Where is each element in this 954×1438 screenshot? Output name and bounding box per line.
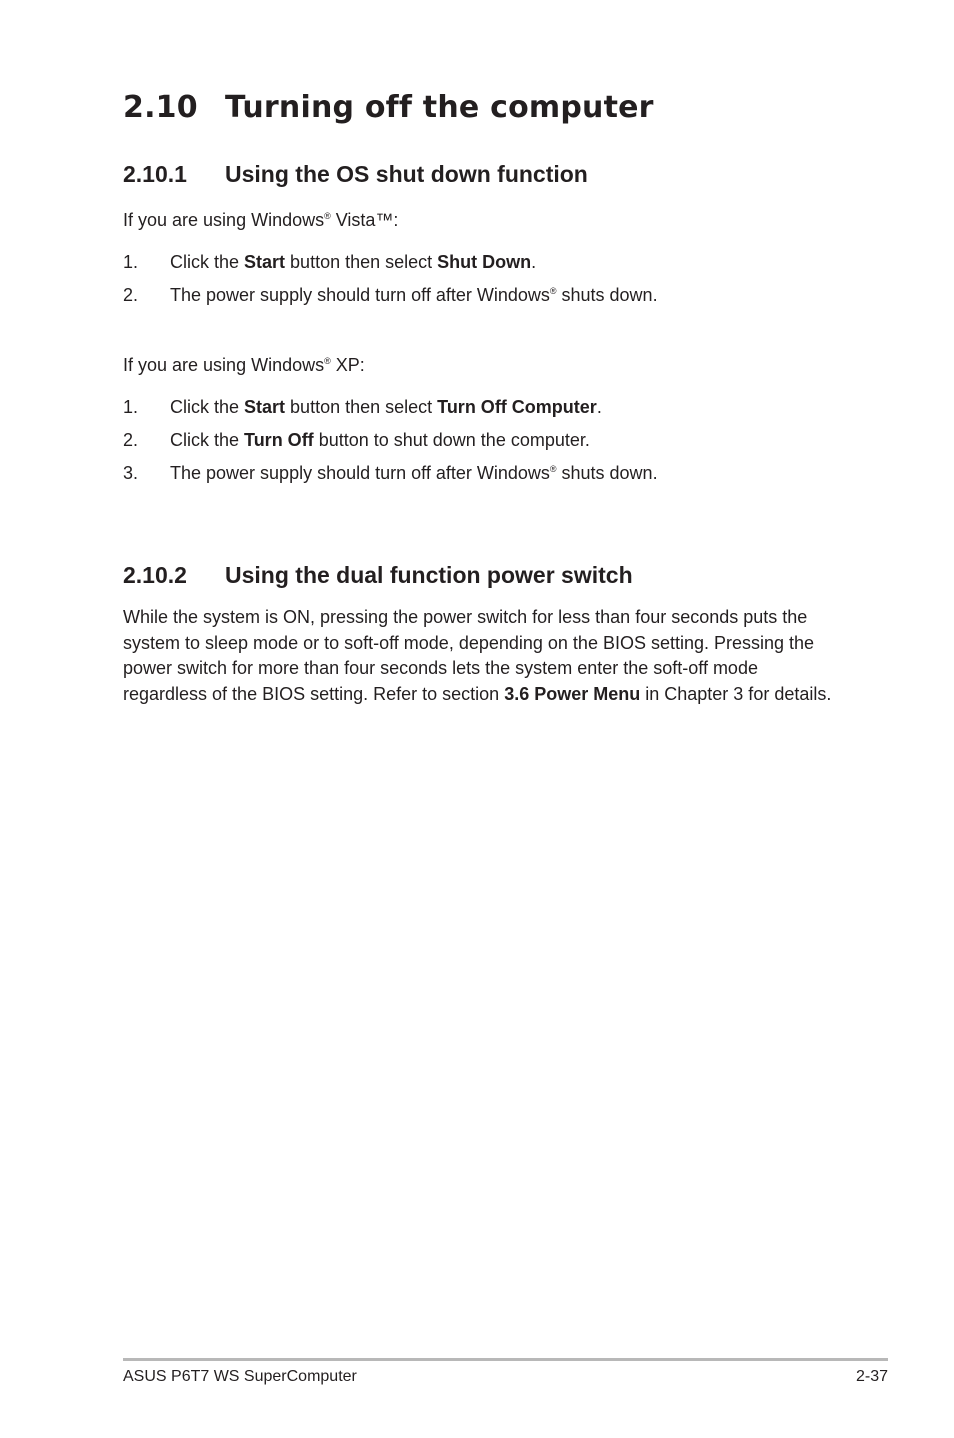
- footer-product-name: ASUS P6T7 WS SuperComputer: [123, 1368, 357, 1385]
- section-heading-os-shutdown: [123, 161, 588, 188]
- page-title: [123, 90, 654, 125]
- footer-page-number: 2-37: [855, 1368, 888, 1385]
- ui-term: Turn Off Computer: [437, 397, 597, 417]
- list-item: 2. The power supply should turn off after Windows® shuts down.: [123, 285, 658, 305]
- page-title-text: Turning off the computer: [225, 90, 654, 125]
- footer-rule: [123, 1358, 888, 1361]
- power-switch-paragraph: While the system is ON, pressing the power switch for less than four seconds puts the system to sleep mode or to soft-off mode, depending on the BIOS setting. Pressing the power switch for more than four seconds lets the system enter the soft-off mode regardless of the BIOS setting. Refer to section 3.6 Power Menu in Chapter 3 for details.: [123, 607, 832, 704]
- page-title-number: 2.10: [123, 90, 198, 125]
- section-heading-power-switch: [123, 562, 633, 589]
- ui-term: Shut Down: [437, 252, 532, 272]
- list-item: 2. Click the Turn Off button to shut down the computer.: [123, 430, 590, 450]
- section-title: Using the dual function power switch: [225, 562, 633, 588]
- list-item: 1. Click the Start button then select Turn Off Computer.: [123, 397, 602, 417]
- xp-intro: If you are using Windows® XP:: [123, 355, 365, 375]
- ui-term: Start: [244, 252, 286, 272]
- section-title: Using the OS shut down function: [225, 161, 588, 187]
- list-item: 1. Click the Start button then select Shut Down.: [123, 252, 537, 272]
- ui-term: Turn Off: [244, 430, 314, 450]
- registered-mark: ®: [324, 356, 331, 366]
- section-reference: 3.6 Power Menu: [504, 683, 641, 704]
- list-item: 3. The power supply should turn off after Windows® shuts down.: [123, 463, 658, 483]
- vista-intro: If you are using Windows® Vista™:: [123, 210, 399, 230]
- ui-term: Start: [244, 397, 286, 417]
- registered-mark: ®: [549, 464, 557, 474]
- section-number: 2.10.2: [123, 562, 187, 588]
- registered-mark: ®: [324, 211, 331, 221]
- section-number: 2.10.1: [123, 161, 187, 187]
- registered-mark: ®: [549, 286, 557, 296]
